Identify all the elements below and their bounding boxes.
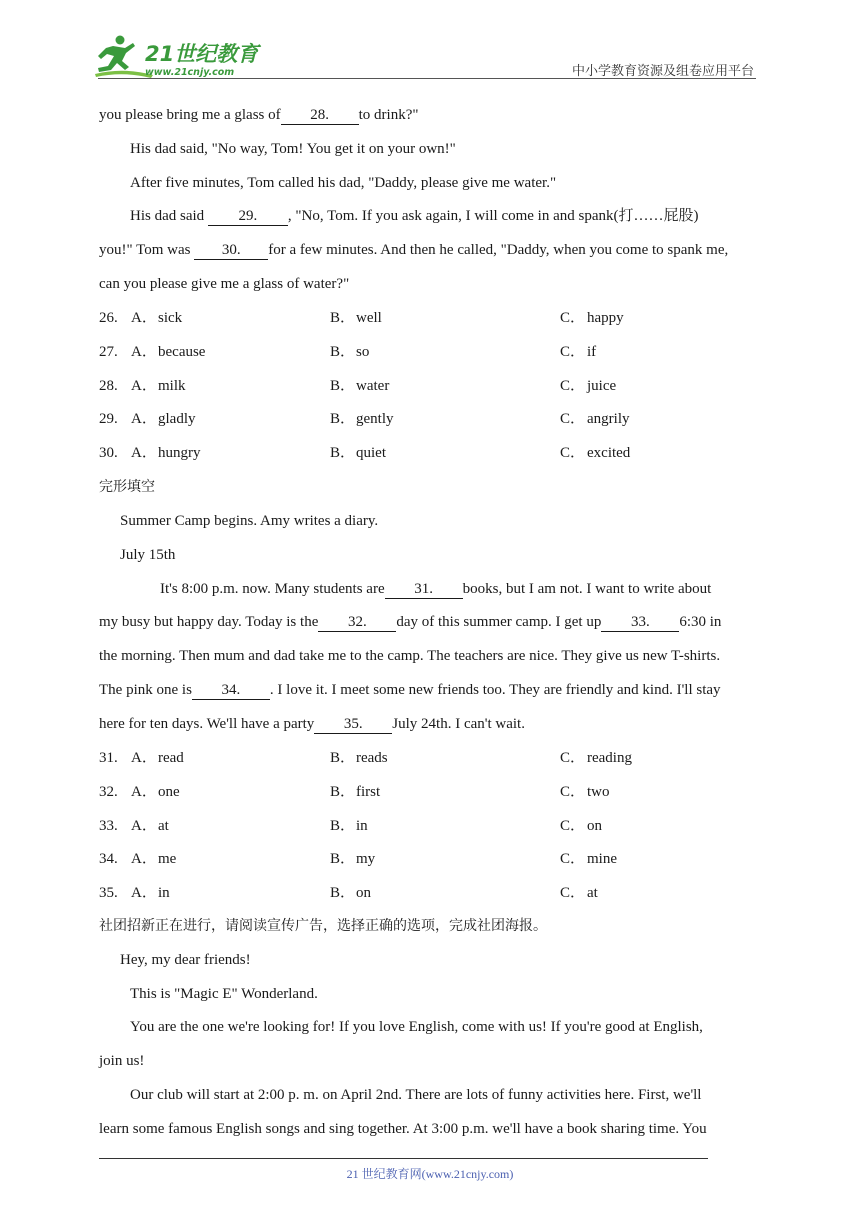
option-b-label: B． bbox=[330, 885, 356, 902]
ad-greeting: Hey, my dear friends! bbox=[120, 952, 251, 968]
ad-line-2: This is "Magic E" Wonderland. bbox=[130, 986, 318, 1002]
option-c[interactable]: angrily bbox=[587, 411, 630, 428]
option-b[interactable]: first bbox=[356, 783, 381, 800]
option-b[interactable]: reads bbox=[356, 750, 388, 766]
section2-title: 完形填空 bbox=[99, 479, 155, 495]
option-a-label: A． bbox=[131, 885, 157, 902]
option-a-label: A． bbox=[131, 377, 157, 394]
footer-text: 21 世纪教育网(www.21cnjy.com) bbox=[346, 1167, 514, 1181]
diary-intro: Summer Camp begins. Amy writes a diary. bbox=[120, 513, 379, 529]
option-b-label: B． bbox=[330, 817, 356, 834]
story1-line-2: His dad said, "No way, Tom! You get it on your own!" bbox=[130, 141, 456, 157]
question-number: 32. bbox=[99, 783, 118, 800]
option-b[interactable]: quiet bbox=[356, 445, 386, 462]
ad-line-3a: You are the one we're looking for! If you love English, come with us! If you're good at English, bbox=[130, 1019, 703, 1035]
option-b[interactable]: water bbox=[356, 377, 390, 394]
option-a[interactable]: gladly bbox=[158, 411, 196, 428]
option-a-label: A． bbox=[131, 310, 157, 326]
diary-line-2: my busy but happy day. Today is the 32. day of this summer camp. I get up 33. 6:30 in bbox=[99, 614, 722, 630]
question-row bbox=[99, 816, 799, 836]
option-c-label: C． bbox=[560, 817, 586, 834]
option-c-label: C． bbox=[560, 310, 586, 326]
option-b[interactable]: well bbox=[356, 310, 382, 326]
option-b-label: B． bbox=[330, 445, 356, 462]
question-number: 33. bbox=[99, 817, 118, 834]
question-number: 31. bbox=[99, 750, 118, 766]
option-b-label: B． bbox=[330, 343, 356, 360]
blank-29: 29. bbox=[208, 208, 288, 226]
question-number: 34. bbox=[99, 851, 118, 868]
option-a[interactable]: read bbox=[158, 750, 184, 766]
option-a[interactable]: milk bbox=[158, 377, 186, 394]
blank-30: 30. bbox=[194, 242, 268, 260]
question-row bbox=[99, 342, 799, 362]
option-c-label: C． bbox=[560, 411, 586, 428]
question-row bbox=[99, 376, 799, 396]
option-c[interactable]: if bbox=[587, 343, 597, 360]
question-number: 28. bbox=[99, 377, 118, 394]
blank-33: 33. bbox=[601, 614, 679, 632]
question-row bbox=[99, 883, 799, 903]
question-row bbox=[99, 748, 799, 768]
question-number: 35. bbox=[99, 885, 118, 902]
option-b-label: B． bbox=[330, 851, 356, 868]
option-b-label: B． bbox=[330, 750, 356, 766]
story1-line-6: can you please give me a glass of water?" bbox=[99, 276, 350, 292]
question-row bbox=[99, 849, 799, 869]
header-platform-text: 中小学教育资源及组卷应用平台 bbox=[571, 64, 754, 79]
option-c-label: C． bbox=[560, 445, 586, 462]
question-row bbox=[99, 443, 799, 463]
diary-line-5: here for ten days. We'll have a party 35. July 24th. I can't wait. bbox=[99, 716, 525, 732]
option-a-label: A． bbox=[131, 411, 157, 428]
option-a[interactable]: sick bbox=[158, 310, 183, 326]
option-c[interactable]: two bbox=[587, 783, 610, 800]
option-a-label: A． bbox=[131, 851, 157, 868]
option-c-label: C． bbox=[560, 343, 586, 360]
option-a-label: A． bbox=[131, 343, 157, 360]
blank-32: 32. bbox=[318, 614, 396, 632]
option-b[interactable]: gently bbox=[356, 411, 394, 428]
option-c-label: C． bbox=[560, 783, 586, 800]
ad-line-4a: Our club will start at 2:00 p. m. on April 2nd. There are lots of funny activities here. First, we'll bbox=[130, 1087, 702, 1103]
option-c[interactable]: juice bbox=[587, 377, 617, 394]
logo-url: www.21cnjy.com bbox=[145, 67, 235, 78]
diary-line-1: It's 8:00 p.m. now. Many students are 31. books, but I am not. I want to write about bbox=[160, 581, 712, 597]
option-a[interactable]: hungry bbox=[158, 445, 201, 462]
option-b[interactable]: in bbox=[356, 817, 368, 834]
option-a[interactable]: me bbox=[158, 851, 177, 868]
option-c-label: C． bbox=[560, 885, 586, 902]
blank-35: 35. bbox=[314, 716, 392, 734]
option-c[interactable]: happy bbox=[587, 310, 624, 326]
diary-date: July 15th bbox=[120, 547, 176, 563]
option-c[interactable]: at bbox=[587, 885, 598, 902]
logo-text: 21世纪教育 bbox=[145, 42, 259, 66]
option-a-label: A． bbox=[131, 445, 157, 462]
header-divider bbox=[98, 78, 756, 79]
option-b[interactable]: my bbox=[356, 851, 376, 868]
option-c-label: C． bbox=[560, 750, 586, 766]
question-row bbox=[99, 308, 799, 328]
blank-34: 34. bbox=[192, 682, 270, 700]
option-c[interactable]: on bbox=[587, 817, 602, 834]
option-b[interactable]: on bbox=[356, 885, 371, 902]
logo bbox=[93, 34, 263, 80]
option-b-label: B． bbox=[330, 310, 356, 326]
option-b[interactable]: so bbox=[356, 343, 370, 360]
story1-line-3: After five minutes, Tom called his dad, "Daddy, please give me water." bbox=[130, 175, 557, 191]
option-c-label: C． bbox=[560, 851, 586, 868]
option-a-label: A． bbox=[131, 783, 157, 800]
question-number: 26. bbox=[99, 310, 118, 326]
story1-line-1: you please bring me a glass of 28. to drink?" bbox=[99, 107, 419, 123]
diary-line-4: The pink one is 34. . I love it. I meet some new friends too. They are friendly and kind. I'll stay bbox=[99, 682, 721, 698]
question-row bbox=[99, 782, 799, 802]
ad-line-4b: learn some famous English songs and sing together. At 3:00 p.m. we'll have a book sharing time. You bbox=[99, 1121, 707, 1137]
option-c[interactable]: excited bbox=[587, 445, 631, 462]
option-c[interactable]: reading bbox=[587, 750, 632, 766]
option-a[interactable]: at bbox=[158, 817, 169, 834]
option-c-label: C． bbox=[560, 377, 586, 394]
question-row bbox=[99, 409, 799, 429]
blank-31: 31. bbox=[385, 581, 463, 599]
option-b-label: B． bbox=[330, 411, 356, 428]
ad-line-3b: join us! bbox=[99, 1053, 145, 1069]
option-b-label: B． bbox=[330, 783, 356, 800]
diary-line-3: the morning. Then mum and dad take me to the camp. The teachers are nice. They give us new T-shirts. bbox=[99, 648, 721, 664]
option-a[interactable]: one bbox=[158, 783, 180, 800]
footer-divider bbox=[99, 1158, 708, 1159]
blank-28: 28. bbox=[281, 107, 359, 125]
option-a-label: A． bbox=[131, 817, 157, 834]
option-a-label: A． bbox=[131, 750, 157, 766]
option-a[interactable]: in bbox=[158, 885, 170, 902]
question-number: 30. bbox=[99, 445, 118, 462]
option-c[interactable]: mine bbox=[587, 851, 617, 868]
section3-title: 社团招新正在进行，请阅读宣传广告，选择正确的选项，完成社团海报。 bbox=[99, 918, 547, 934]
option-b-label: B． bbox=[330, 377, 356, 394]
question-number: 29. bbox=[99, 411, 118, 428]
story1-line-4: His dad said 29. , "No, Tom. If you ask again, I will come in and spank(打……屁股) bbox=[130, 208, 699, 224]
option-a[interactable]: because bbox=[158, 343, 206, 360]
page-header bbox=[0, 0, 860, 90]
story1-line-5: you!" Tom was 30. for a few minutes. And then he called, "Daddy, when you come to spank me, bbox=[99, 242, 729, 258]
question-number: 27. bbox=[99, 343, 118, 360]
